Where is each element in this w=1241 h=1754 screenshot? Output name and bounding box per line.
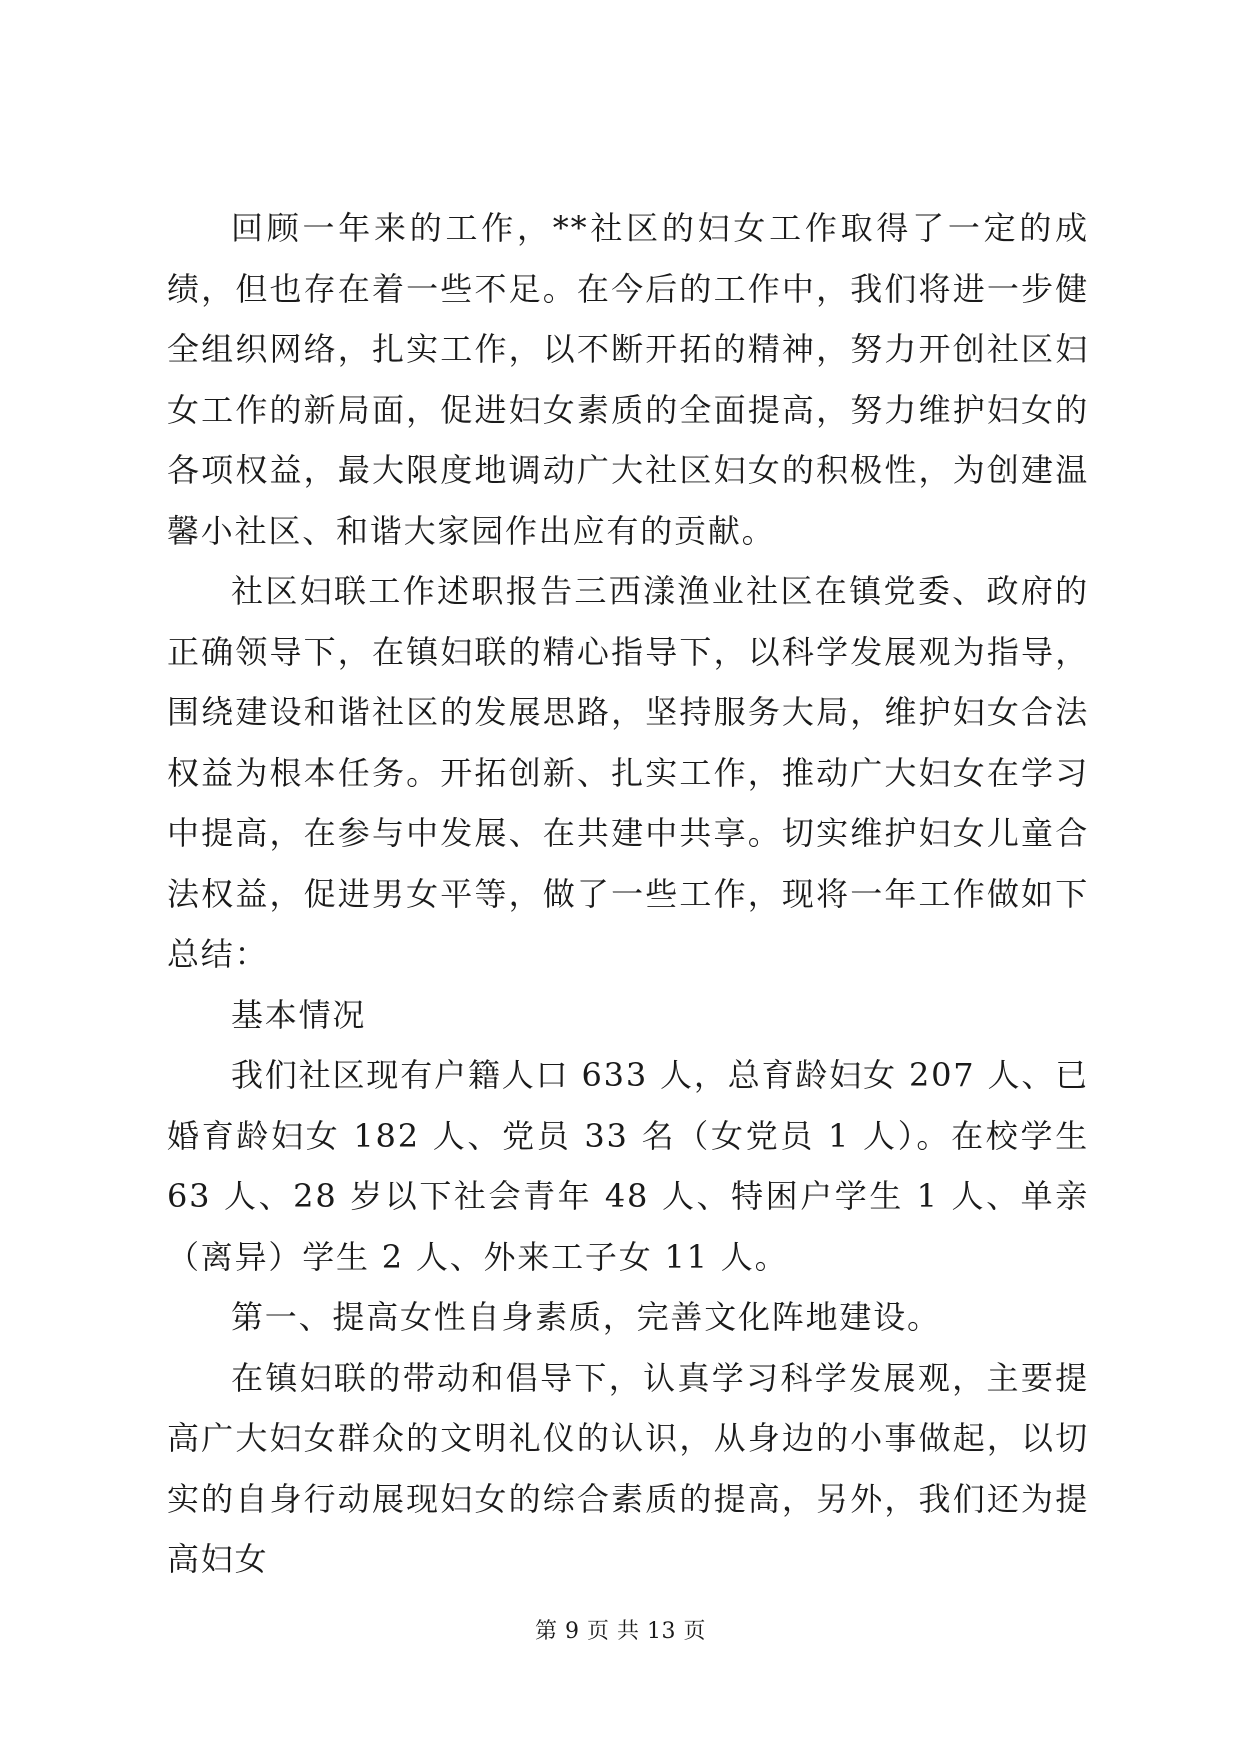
section-heading-basic-situation: 基本情况 xyxy=(231,995,367,1034)
section-heading-first: 第一、提高女性自身素质，完善文化阵地建设。 xyxy=(231,1298,941,1336)
paragraph-first-detail: 在镇妇联的带动和倡导下，认真学习科学发展观，主要提高广大妇女群众的文明礼仪的认识，从身边的小事做起，以切实的自身行动展现妇女的综合素质的提高，另外，我们还为提高妇女 xyxy=(167,1358,1089,1578)
paragraph-summary: 回顾一年来的工作，**社区的妇女工作取得了一定的成绩，但也存在着一些不足。在今后的工作中，我们将进一步健全组织网络，扎实工作，以不断开拓的精神，努力开创社区妇女工作的新局面，促进妇女素质的全面提高，努力维护妇女的各项权益，最大限度地调动广大社区妇女的积极性，为创建温馨小社区、和谐大家园作出应有的贡献。 xyxy=(167,209,1089,550)
paragraph-report-intro: 社区妇联工作述职报告三西漾渔业社区在镇党委、政府的正确领导下，在镇妇联的精心指导下，以科学发展观为指导，围绕建设和谐社区的发展思路，坚持服务大局，维护妇女合法权益为根本任务。开拓创新、扎实工作，推动广大妇女在学习中提高，在参与中发展、在共建中共享。切实维护妇女儿童合法权益，促进男女平等，做了一些工作，现将一年工作做如下总结： xyxy=(167,572,1089,973)
document-body xyxy=(167,198,1089,1590)
page-number-footer: 第 9 页 共 13 页 xyxy=(535,1619,706,1644)
paragraph-population-stats: 我们社区现有户籍人口 633 人，总育龄妇女 207 人、已婚育龄妇女 182 人、党员 33 名（女党员 1 人）。在校学生 63 人、28 岁以下社会青年 48 人、特困户学生 1 人、单亲（离异）学生 2 人、外来工子女 11 人。 xyxy=(167,1056,1089,1276)
